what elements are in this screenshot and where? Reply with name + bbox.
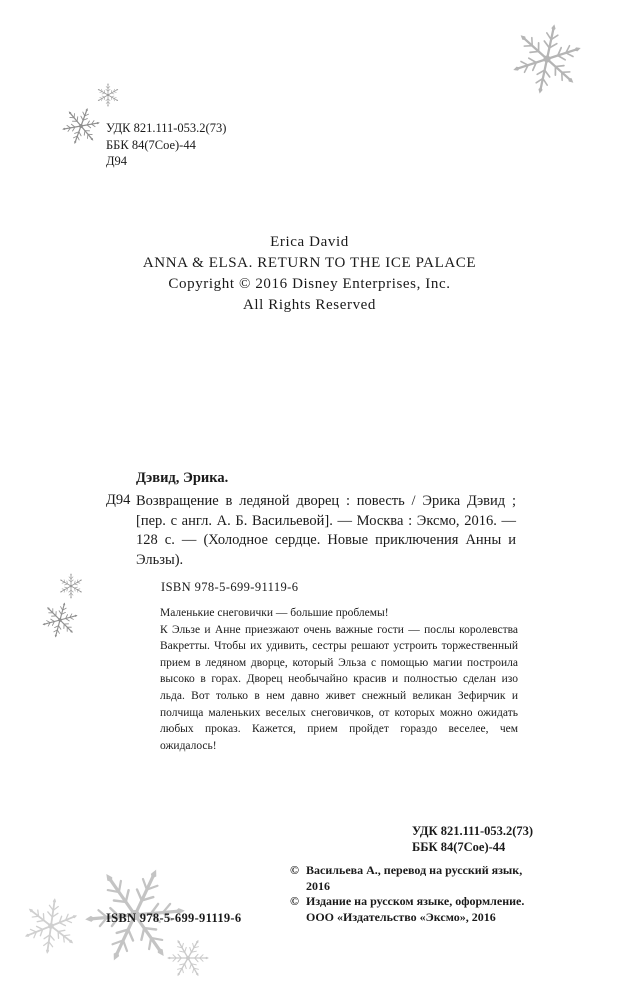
copyright-symbol: © [290, 863, 299, 877]
copyright-symbol: © [290, 894, 299, 908]
record-mark: Д94 [106, 492, 131, 508]
annotation-tagline: Маленькие снеговички — большие проблемы! [160, 607, 389, 619]
footer-bbk: ББК 84(7Сое)-44 [412, 840, 506, 854]
author-mark: Д94 [106, 154, 128, 168]
copyright-item [290, 863, 530, 894]
copyright-block [290, 863, 530, 925]
udk-code: УДК 821.111-053.2(73) [106, 121, 227, 135]
author-heading: Дэвид, Эрика. [136, 470, 229, 486]
snowflake-icon [57, 572, 85, 600]
snowflake-icon [20, 895, 82, 957]
bbk-code: ББК 84(7Сое)-44 [106, 137, 196, 152]
annotation [160, 605, 518, 754]
rights-line: All Rights Reserved [242, 297, 377, 313]
original-author: Erica David [270, 234, 349, 250]
copyright-text: Издание на русском языке, оформление. ООО «Издательство «Эксмо», 2016 [306, 894, 525, 924]
snowflake-icon [60, 105, 102, 147]
snowflake-icon [165, 935, 211, 981]
record-isbn: ISBN 978-5-699-91119-6 [161, 580, 299, 594]
catalog-codes [106, 120, 226, 170]
annotation-text: К Эльзе и Анне приезжают очень важные гости — послы королевства Вакретты. Чтобы их удивить, сестры решают устроить торжественный прием в ледяном дворце, который Эльза с помощью магии построила высоко в горах. Дворец необычайно красив и полностью сделан изо льда. Вот только в нем давно живет снежный великан Зефирчик и полчища маленьких веселых снеговичков, от которых можно ожидать любых проказ. Кажется, прием пройдет гораздо веселее, чем ожидалось! [160, 623, 518, 752]
original-title: ANNA & ELSA. RETURN TO THE ICE PALACE [142, 255, 477, 271]
footer-codes [412, 823, 533, 855]
copyright-text: Васильева А., перевод на русский язык, 2016 [306, 863, 523, 893]
copyright-item [290, 894, 530, 925]
footer-udk: УДК 821.111-053.2(73) [412, 824, 534, 838]
snowflake-icon [40, 600, 80, 640]
copyright-line: Copyright © 2016 Disney Enterprises, Inc. [168, 276, 451, 292]
snowflake-icon [508, 20, 586, 98]
bibliographic-description: Возвращение в ледяной дворец : повесть / Эрика Дэвид ; [пер. с англ. А. Б. Васильевой]. — Москва : Эксмо, 2016. — 128 с. — (Холодное сердце. Новые приключения Анны и Эльзы). [136, 493, 516, 568]
footer-isbn: ISBN 978-5-699-91119-6 [106, 911, 242, 925]
original-credits [0, 232, 619, 316]
